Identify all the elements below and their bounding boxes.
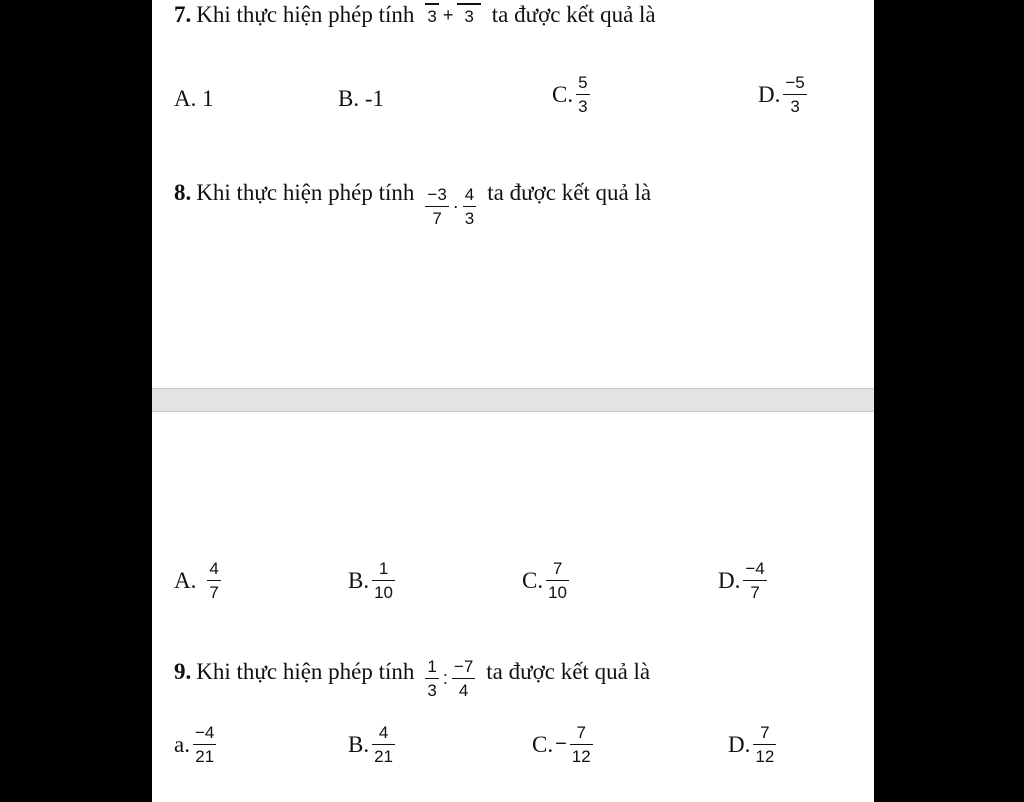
denominator: 21 xyxy=(374,747,394,767)
fraction xyxy=(576,74,589,115)
question-text: Khi thực hiện phép tính xyxy=(196,2,415,27)
operator: : xyxy=(442,668,448,689)
option-label: C. xyxy=(552,81,574,107)
option-b xyxy=(348,724,398,765)
option-label: C. xyxy=(532,731,554,757)
fraction xyxy=(546,560,569,601)
question-tail: ta được kết quả là xyxy=(487,179,652,205)
option-c xyxy=(522,560,572,601)
question-tail: ta được kết quả là xyxy=(491,2,656,27)
fraction xyxy=(463,186,476,227)
option-b xyxy=(348,560,398,601)
fraction xyxy=(193,724,216,765)
question-9 xyxy=(174,644,650,699)
denominator: 21 xyxy=(195,747,215,767)
fraction xyxy=(753,724,776,765)
operator: · xyxy=(452,196,459,217)
option-a xyxy=(174,724,219,765)
option-label: B. xyxy=(348,567,370,593)
numerator: −3 xyxy=(427,185,447,204)
denominator: 10 xyxy=(548,583,568,603)
numerator: 7 xyxy=(576,723,586,742)
numerator: 4 xyxy=(209,559,219,578)
option-d xyxy=(728,724,779,765)
denominator: 10 xyxy=(374,583,394,603)
fraction xyxy=(743,560,766,601)
question-8 xyxy=(174,158,651,227)
option-c xyxy=(532,724,596,765)
question-number: 7. xyxy=(174,2,192,27)
numerator: 5 xyxy=(578,73,588,92)
numerator: −7 xyxy=(453,657,474,676)
fraction xyxy=(457,0,480,25)
numerator: −5 xyxy=(785,73,805,92)
numerator: 7 xyxy=(552,559,563,578)
denominator: 12 xyxy=(755,747,775,767)
question-tail: ta được kết quả là xyxy=(486,658,651,684)
question-number: 8. xyxy=(174,179,192,205)
operator: + xyxy=(442,4,454,25)
option-label: A. xyxy=(174,567,197,593)
option-label: B. -1 xyxy=(338,86,384,111)
numerator: −4 xyxy=(194,723,215,742)
option-label: B. xyxy=(348,731,370,757)
option-d xyxy=(718,560,770,601)
option-label: C. xyxy=(522,567,544,593)
numerator: 7 xyxy=(760,723,770,742)
option-a xyxy=(174,86,214,112)
question-7 xyxy=(174,2,656,28)
document-page-top xyxy=(152,0,874,388)
fraction xyxy=(425,186,448,227)
option-label: D. xyxy=(728,731,751,757)
denominator: 3 xyxy=(790,97,800,117)
denominator: 3 xyxy=(427,6,437,26)
denominator: 4 xyxy=(458,681,469,701)
fraction xyxy=(452,658,475,699)
denominator: 7 xyxy=(209,583,219,603)
fraction xyxy=(372,560,395,601)
numerator: −4 xyxy=(745,559,765,578)
question-text: Khi thực hiện phép tính xyxy=(196,179,415,205)
fraction xyxy=(372,724,395,765)
fraction xyxy=(570,724,593,765)
option-label: D. xyxy=(718,567,741,593)
option-label: a. xyxy=(174,731,190,757)
denominator: 7 xyxy=(432,209,442,229)
option-c xyxy=(552,74,593,115)
fraction xyxy=(425,658,438,699)
question-number: 9. xyxy=(174,658,192,684)
page-break xyxy=(152,388,874,412)
option-label: D. xyxy=(758,81,781,107)
question-text: Khi thực hiện phép tính xyxy=(196,658,415,684)
denominator: 3 xyxy=(578,97,588,117)
denominator: 3 xyxy=(464,6,474,26)
option-label: A. 1 xyxy=(174,86,214,111)
denominator: 3 xyxy=(464,209,475,229)
numerator: 4 xyxy=(378,723,389,742)
denominator: 12 xyxy=(571,747,591,767)
numerator: 4 xyxy=(464,185,475,204)
option-b xyxy=(338,86,384,112)
document-page-bottom xyxy=(152,412,874,802)
denominator: 3 xyxy=(427,681,437,701)
fraction xyxy=(425,0,438,25)
minus-sign: − xyxy=(555,733,567,756)
option-a xyxy=(174,560,224,601)
numerator: 1 xyxy=(378,559,389,578)
numerator: 1 xyxy=(427,657,437,676)
fraction xyxy=(783,74,806,115)
option-d xyxy=(758,74,810,115)
fraction xyxy=(207,560,220,601)
denominator: 7 xyxy=(750,583,760,603)
